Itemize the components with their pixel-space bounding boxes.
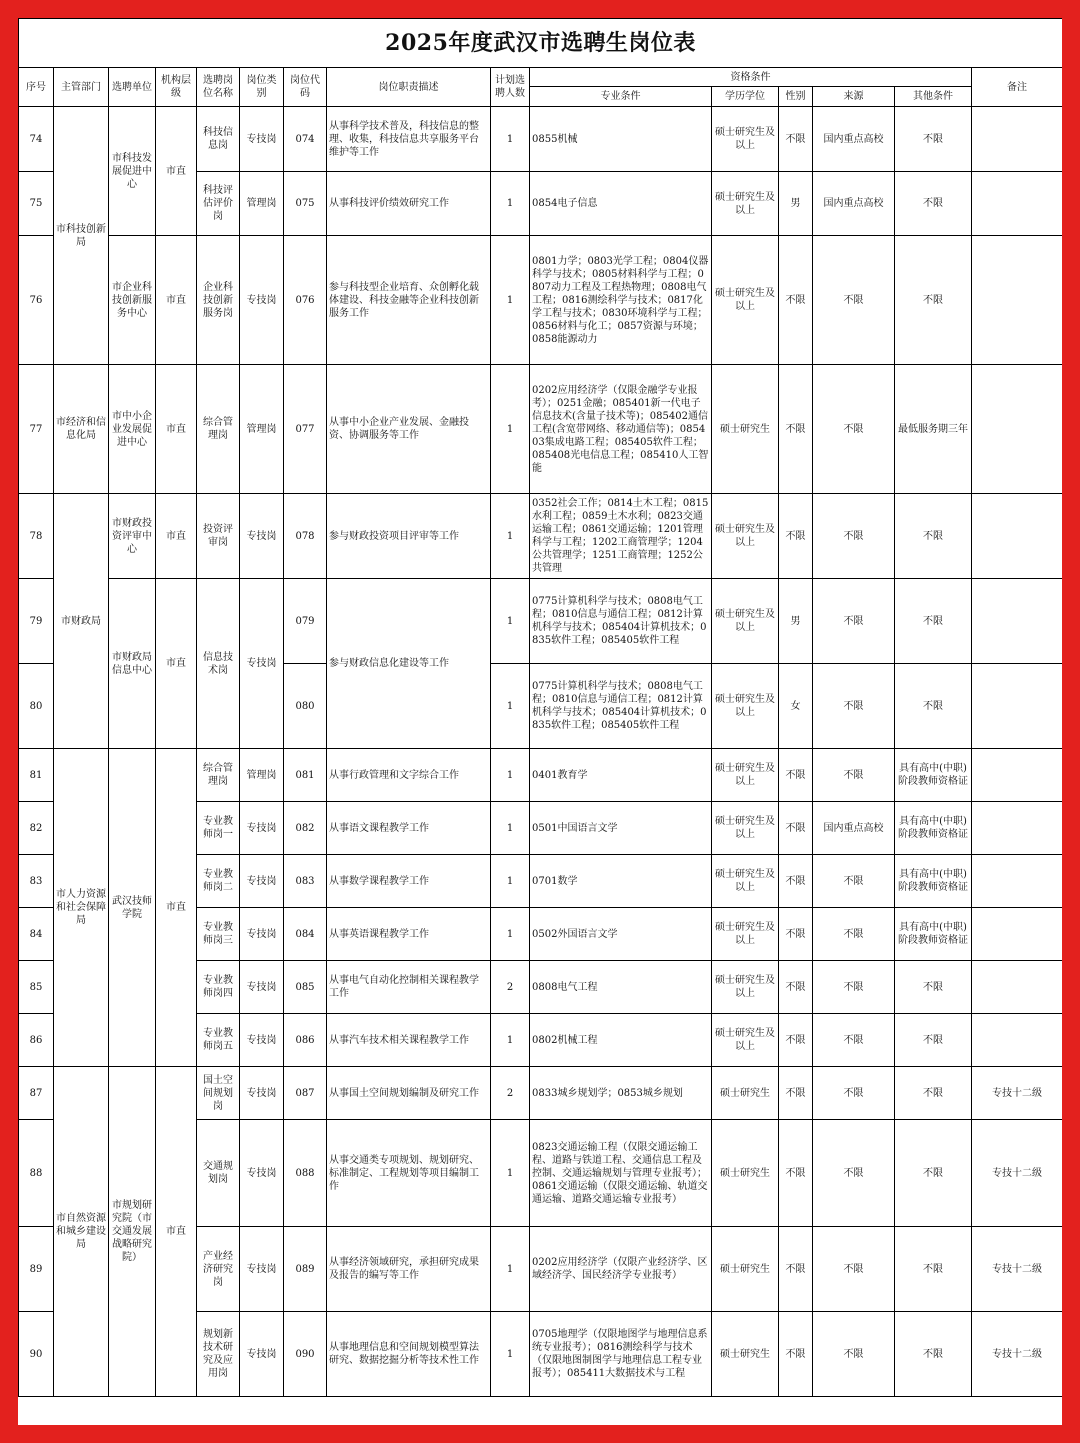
cell-gender: 不限 xyxy=(779,1067,813,1120)
cell-seq: 78 xyxy=(19,494,54,579)
cell-post: 专业教师岗四 xyxy=(197,961,240,1014)
cell-post-type: 专技岗 xyxy=(240,961,284,1014)
header-source: 来源 xyxy=(813,87,895,107)
cell-major: 0401教育学 xyxy=(530,749,712,802)
cell-remark: 专技十二级 xyxy=(972,1067,1063,1120)
cell-edu: 硕士研究生及以上 xyxy=(712,961,779,1014)
cell-code: 090 xyxy=(284,1312,327,1397)
cell-post-type: 专技岗 xyxy=(240,1014,284,1067)
cell-seq: 84 xyxy=(19,908,54,961)
cell-edu: 硕士研究生及以上 xyxy=(712,802,779,855)
cell-major: 0202应用经济学（仅限产业经济学、区域经济学、国民经济学专业报考） xyxy=(530,1227,712,1312)
cell-remark xyxy=(972,1014,1063,1067)
cell-unit: 市企业科技创新服务中心 xyxy=(109,236,156,365)
cell-count: 2 xyxy=(491,961,530,1014)
header-count: 计划选聘人数 xyxy=(491,68,530,107)
header-major: 专业条件 xyxy=(530,87,712,107)
cell-edu: 硕士研究生及以上 xyxy=(712,236,779,365)
cell-seq: 82 xyxy=(19,802,54,855)
cell-gender: 不限 xyxy=(779,365,813,494)
cell-post-type: 管理岗 xyxy=(240,172,284,236)
cell-seq: 87 xyxy=(19,1067,54,1120)
cell-gender: 不限 xyxy=(779,802,813,855)
cell-unit: 市中小企业发展促进中心 xyxy=(109,365,156,494)
table-row xyxy=(19,1067,1063,1120)
cell-remark xyxy=(972,664,1063,749)
cell-seq: 83 xyxy=(19,855,54,908)
cell-code: 076 xyxy=(284,236,327,365)
cell-post-type: 专技岗 xyxy=(240,802,284,855)
cell-count: 1 xyxy=(491,494,530,579)
cell-seq: 74 xyxy=(19,107,54,172)
cell-duty: 从事行政管理和文字综合工作 xyxy=(327,749,491,802)
cell-remark xyxy=(972,802,1063,855)
table-row xyxy=(19,107,1063,172)
job-table xyxy=(18,18,1062,1397)
cell-other: 不限 xyxy=(895,1067,972,1120)
table-row xyxy=(19,236,1063,365)
cell-gender: 不限 xyxy=(779,855,813,908)
cell-remark: 专技十二级 xyxy=(972,1312,1063,1397)
cell-remark: 专技十二级 xyxy=(972,1120,1063,1227)
cell-seq: 80 xyxy=(19,664,54,749)
header-unit: 选聘单位 xyxy=(109,68,156,107)
cell-major: 0202应用经济学（仅限金融学专业报考）；0251金融；085401新一代电子信息技术(含量子技术等)；085402通信工程(含宽带网络、移动通信等)；085403集成电路工程；085405软件工程；085408光电信息工程；085410人工智能 xyxy=(530,365,712,494)
cell-count: 2 xyxy=(491,1067,530,1120)
cell-unit: 市规划研究院（市交通发展战略研究院） xyxy=(109,1067,156,1397)
cell-post-type: 管理岗 xyxy=(240,749,284,802)
cell-other: 不限 xyxy=(895,579,972,664)
cell-count: 1 xyxy=(491,749,530,802)
cell-edu: 硕士研究生 xyxy=(712,365,779,494)
cell-duty: 从事汽车技术相关课程教学工作 xyxy=(327,1014,491,1067)
cell-duty: 从事科技评价绩效研究工作 xyxy=(327,172,491,236)
cell-post: 专业教师岗三 xyxy=(197,908,240,961)
cell-unit: 市财政局信息中心 xyxy=(109,579,156,749)
cell-gender: 不限 xyxy=(779,1227,813,1312)
cell-seq: 88 xyxy=(19,1120,54,1227)
cell-code: 081 xyxy=(284,749,327,802)
cell-seq: 79 xyxy=(19,579,54,664)
cell-duty: 从事经济领域研究，承担研究成果及报告的编写等工作 xyxy=(327,1227,491,1312)
header-level: 机构层级 xyxy=(156,68,197,107)
cell-count: 1 xyxy=(491,1120,530,1227)
cell-source: 国内重点高校 xyxy=(813,107,895,172)
cell-gender: 女 xyxy=(779,664,813,749)
cell-edu: 硕士研究生 xyxy=(712,1227,779,1312)
header-edu: 学历学位 xyxy=(712,87,779,107)
cell-count: 1 xyxy=(491,1014,530,1067)
cell-post-type: 专技岗 xyxy=(240,855,284,908)
cell-dept: 市自然资源和城乡建设局 xyxy=(54,1067,109,1397)
cell-remark xyxy=(972,494,1063,579)
cell-unit: 市财政投资评审中心 xyxy=(109,494,156,579)
cell-edu: 硕士研究生及以上 xyxy=(712,494,779,579)
cell-major: 0352社会工作；0814土木工程；0815水利工程；0859土木水利；0823交通运输工程；0861交通运输；1201管理科学与工程；1202工商管理学；1204公共管理学；1251工商管理；1252公共管理 xyxy=(530,494,712,579)
cell-seq: 86 xyxy=(19,1014,54,1067)
cell-gender: 不限 xyxy=(779,236,813,365)
cell-other: 不限 xyxy=(895,236,972,365)
cell-count: 1 xyxy=(491,1312,530,1397)
cell-post: 专业教师岗一 xyxy=(197,802,240,855)
cell-gender: 不限 xyxy=(779,107,813,172)
cell-code: 075 xyxy=(284,172,327,236)
cell-other: 具有高中(中职)阶段教师资格证 xyxy=(895,855,972,908)
cell-count: 1 xyxy=(491,1227,530,1312)
cell-level: 市直 xyxy=(156,579,197,749)
cell-level: 市直 xyxy=(156,236,197,365)
header-other: 其他条件 xyxy=(895,87,972,107)
table-row xyxy=(19,365,1063,494)
cell-gender: 男 xyxy=(779,579,813,664)
cell-post: 信息技术岗 xyxy=(197,579,240,749)
cell-major: 0802机械工程 xyxy=(530,1014,712,1067)
header-post-name: 选聘岗位名称 xyxy=(197,68,240,107)
cell-other: 不限 xyxy=(895,107,972,172)
cell-post-type: 专技岗 xyxy=(240,908,284,961)
table-row xyxy=(19,749,1063,802)
cell-count: 1 xyxy=(491,802,530,855)
cell-duty: 从事科学技术普及，科技信息的整理、收集，科技信息共享服务平台维护等工作 xyxy=(327,107,491,172)
cell-remark xyxy=(972,961,1063,1014)
cell-gender: 不限 xyxy=(779,1120,813,1227)
cell-source: 不限 xyxy=(813,855,895,908)
cell-count: 1 xyxy=(491,855,530,908)
cell-edu: 硕士研究生及以上 xyxy=(712,749,779,802)
header-post-type: 岗位类别 xyxy=(240,68,284,107)
cell-post: 产业经济研究岗 xyxy=(197,1227,240,1312)
cell-other: 不限 xyxy=(895,494,972,579)
cell-code: 082 xyxy=(284,802,327,855)
cell-code: 085 xyxy=(284,961,327,1014)
cell-dept: 市人力资源和社会保障局 xyxy=(54,749,109,1067)
cell-post: 科技信息岗 xyxy=(197,107,240,172)
cell-code: 078 xyxy=(284,494,327,579)
cell-seq: 75 xyxy=(19,172,54,236)
cell-edu: 硕士研究生及以上 xyxy=(712,908,779,961)
cell-code: 084 xyxy=(284,908,327,961)
cell-post: 综合管理岗 xyxy=(197,749,240,802)
cell-post: 交通规划岗 xyxy=(197,1120,240,1227)
cell-level: 市直 xyxy=(156,749,197,1067)
cell-seq: 81 xyxy=(19,749,54,802)
cell-unit: 武汉技师学院 xyxy=(109,749,156,1067)
cell-remark xyxy=(972,172,1063,236)
cell-duty: 参与财政投资项目评审等工作 xyxy=(327,494,491,579)
cell-major: 0701数学 xyxy=(530,855,712,908)
cell-remark xyxy=(972,908,1063,961)
cell-remark xyxy=(972,365,1063,494)
cell-edu: 硕士研究生及以上 xyxy=(712,107,779,172)
cell-major: 0501中国语言文学 xyxy=(530,802,712,855)
cell-other: 不限 xyxy=(895,1120,972,1227)
cell-seq: 76 xyxy=(19,236,54,365)
cell-source: 不限 xyxy=(813,1120,895,1227)
table-row xyxy=(19,494,1063,579)
cell-source: 不限 xyxy=(813,579,895,664)
cell-level: 市直 xyxy=(156,365,197,494)
cell-source: 不限 xyxy=(813,1067,895,1120)
cell-source: 不限 xyxy=(813,908,895,961)
cell-other: 不限 xyxy=(895,1014,972,1067)
cell-duty: 从事交通类专项规划、规划研究、标准制定、工程规划等项目编制工作 xyxy=(327,1120,491,1227)
header-gender: 性别 xyxy=(779,87,813,107)
cell-count: 1 xyxy=(491,365,530,494)
cell-count: 1 xyxy=(491,579,530,664)
header-post-code: 岗位代码 xyxy=(284,68,327,107)
cell-duty: 参与财政信息化建设等工作 xyxy=(327,579,491,749)
cell-seq: 89 xyxy=(19,1227,54,1312)
cell-code: 080 xyxy=(284,664,327,749)
cell-other: 不限 xyxy=(895,172,972,236)
header-remark: 备注 xyxy=(972,68,1063,107)
cell-post-type: 专技岗 xyxy=(240,236,284,365)
cell-seq: 85 xyxy=(19,961,54,1014)
cell-duty: 从事地理信息和空间规划模型算法研究、数据挖掘分析等技术性工作 xyxy=(327,1312,491,1397)
cell-count: 1 xyxy=(491,908,530,961)
cell-gender: 不限 xyxy=(779,494,813,579)
cell-code: 089 xyxy=(284,1227,327,1312)
cell-other: 不限 xyxy=(895,1312,972,1397)
cell-source: 不限 xyxy=(813,494,895,579)
cell-duty: 从事英语课程教学工作 xyxy=(327,908,491,961)
cell-other: 具有高中(中职)阶段教师资格证 xyxy=(895,802,972,855)
cell-source: 不限 xyxy=(813,961,895,1014)
cell-edu: 硕士研究生及以上 xyxy=(712,855,779,908)
cell-edu: 硕士研究生 xyxy=(712,1067,779,1120)
cell-count: 1 xyxy=(491,107,530,172)
cell-post: 科技评估评价岗 xyxy=(197,172,240,236)
cell-post-type: 管理岗 xyxy=(240,365,284,494)
cell-code: 079 xyxy=(284,579,327,664)
cell-count: 1 xyxy=(491,172,530,236)
cell-seq: 77 xyxy=(19,365,54,494)
job-table-sheet xyxy=(18,18,1062,1425)
cell-remark xyxy=(972,236,1063,365)
cell-source: 不限 xyxy=(813,1312,895,1397)
cell-gender: 不限 xyxy=(779,1312,813,1397)
cell-code: 088 xyxy=(284,1120,327,1227)
cell-remark xyxy=(972,579,1063,664)
cell-level: 市直 xyxy=(156,494,197,579)
cell-post-type: 专技岗 xyxy=(240,1312,284,1397)
cell-remark xyxy=(972,749,1063,802)
cell-source: 不限 xyxy=(813,749,895,802)
cell-source: 不限 xyxy=(813,1227,895,1312)
cell-level: 市直 xyxy=(156,1067,197,1397)
cell-post: 专业教师岗五 xyxy=(197,1014,240,1067)
cell-duty: 从事语文课程教学工作 xyxy=(327,802,491,855)
cell-post-type: 专技岗 xyxy=(240,1120,284,1227)
cell-edu: 硕士研究生及以上 xyxy=(712,172,779,236)
cell-post: 企业科技创新服务岗 xyxy=(197,236,240,365)
cell-source: 不限 xyxy=(813,365,895,494)
cell-major: 0775计算机科学与技术；0808电气工程；0810信息与通信工程；0812计算机科学与技术；085404计算机技术；0835软件工程；085405软件工程 xyxy=(530,579,712,664)
cell-post-type: 专技岗 xyxy=(240,579,284,749)
cell-gender: 不限 xyxy=(779,961,813,1014)
cell-code: 087 xyxy=(284,1067,327,1120)
cell-edu: 硕士研究生 xyxy=(712,1312,779,1397)
header-dept: 主管部门 xyxy=(54,68,109,107)
cell-other: 不限 xyxy=(895,1227,972,1312)
cell-duty: 从事国土空间规划编制及研究工作 xyxy=(327,1067,491,1120)
cell-source: 不限 xyxy=(813,664,895,749)
cell-other: 不限 xyxy=(895,961,972,1014)
cell-remark: 专技十二级 xyxy=(972,1227,1063,1312)
cell-post-type: 专技岗 xyxy=(240,494,284,579)
cell-duty: 从事电气自动化控制相关课程教学工作 xyxy=(327,961,491,1014)
cell-post: 专业教师岗二 xyxy=(197,855,240,908)
cell-count: 1 xyxy=(491,236,530,365)
cell-edu: 硕士研究生及以上 xyxy=(712,579,779,664)
header-qualifications: 资格条件 xyxy=(530,68,972,87)
cell-major: 0808电气工程 xyxy=(530,961,712,1014)
cell-post: 投资评审岗 xyxy=(197,494,240,579)
cell-duty: 从事中小企业产业发展、金融投资、协调服务等工作 xyxy=(327,365,491,494)
cell-remark xyxy=(972,855,1063,908)
cell-duty: 参与科技型企业培育、众创孵化载体建设、科技金融等企业科技创新服务工作 xyxy=(327,236,491,365)
cell-major: 0854电子信息 xyxy=(530,172,712,236)
cell-dept: 市经济和信息化局 xyxy=(54,365,109,494)
cell-major: 0705地理学（仅限地图学与地理信息系统专业报考）；0816测绘科学与技术（仅限地图制图学与地理信息工程专业报考）；085411大数据技术与工程 xyxy=(530,1312,712,1397)
header-duty: 岗位职责描述 xyxy=(327,68,491,107)
cell-other: 最低服务期三年 xyxy=(895,365,972,494)
cell-gender: 不限 xyxy=(779,908,813,961)
cell-gender: 不限 xyxy=(779,1014,813,1067)
cell-other: 具有高中(中职)阶段教师资格证 xyxy=(895,749,972,802)
cell-gender: 男 xyxy=(779,172,813,236)
cell-major: 0823交通运输工程（仅限交通运输工程、道路与铁道工程、交通信息工程及控制、交通运输规划与管理专业报考）；0861交通运输（仅限交通运输、轨道交通运输、道路交通运输专业报考） xyxy=(530,1120,712,1227)
cell-major: 0801力学；0803光学工程；0804仪器科学与技术；0805材料科学与工程；0807动力工程及工程热物理；0808电气工程；0816测绘科学与技术；0817化学工程与技术；0830环境科学与工程；0856材料与化工；0857资源与环境；0858能源动力 xyxy=(530,236,712,365)
cell-major: 0833城乡规划学；0853城乡规划 xyxy=(530,1067,712,1120)
cell-edu: 硕士研究生及以上 xyxy=(712,664,779,749)
cell-post-type: 专技岗 xyxy=(240,1067,284,1120)
cell-post-type: 专技岗 xyxy=(240,1227,284,1312)
cell-major: 0855机械 xyxy=(530,107,712,172)
cell-post: 国土空间规划岗 xyxy=(197,1067,240,1120)
cell-code: 086 xyxy=(284,1014,327,1067)
cell-major: 0502外国语言文学 xyxy=(530,908,712,961)
cell-duty: 从事数学课程教学工作 xyxy=(327,855,491,908)
cell-seq: 90 xyxy=(19,1312,54,1397)
cell-post: 综合管理岗 xyxy=(197,365,240,494)
cell-code: 077 xyxy=(284,365,327,494)
cell-gender: 不限 xyxy=(779,749,813,802)
cell-other: 不限 xyxy=(895,664,972,749)
cell-dept: 市财政局 xyxy=(54,494,109,749)
cell-source: 国内重点高校 xyxy=(813,802,895,855)
cell-count: 1 xyxy=(491,664,530,749)
page-title: 2025年度武汉市选聘生岗位表 xyxy=(19,19,1063,68)
header-seq: 序号 xyxy=(19,68,54,107)
table-row xyxy=(19,579,1063,664)
cell-level: 市直 xyxy=(156,107,197,236)
cell-dept: 市科技创新局 xyxy=(54,107,109,365)
cell-code: 083 xyxy=(284,855,327,908)
cell-code: 074 xyxy=(284,107,327,172)
cell-edu: 硕士研究生及以上 xyxy=(712,1014,779,1067)
cell-major: 0775计算机科学与技术；0808电气工程；0810信息与通信工程；0812计算机科学与技术；085404计算机技术；0835软件工程；085405软件工程 xyxy=(530,664,712,749)
cell-source: 国内重点高校 xyxy=(813,172,895,236)
cell-post: 规划新技术研究及应用岗 xyxy=(197,1312,240,1397)
cell-source: 不限 xyxy=(813,1014,895,1067)
cell-edu: 硕士研究生 xyxy=(712,1120,779,1227)
cell-other: 具有高中(中职)阶段教师资格证 xyxy=(895,908,972,961)
cell-remark xyxy=(972,107,1063,172)
cell-unit: 市科技发展促进中心 xyxy=(109,107,156,236)
cell-source: 不限 xyxy=(813,236,895,365)
cell-post-type: 专技岗 xyxy=(240,107,284,172)
